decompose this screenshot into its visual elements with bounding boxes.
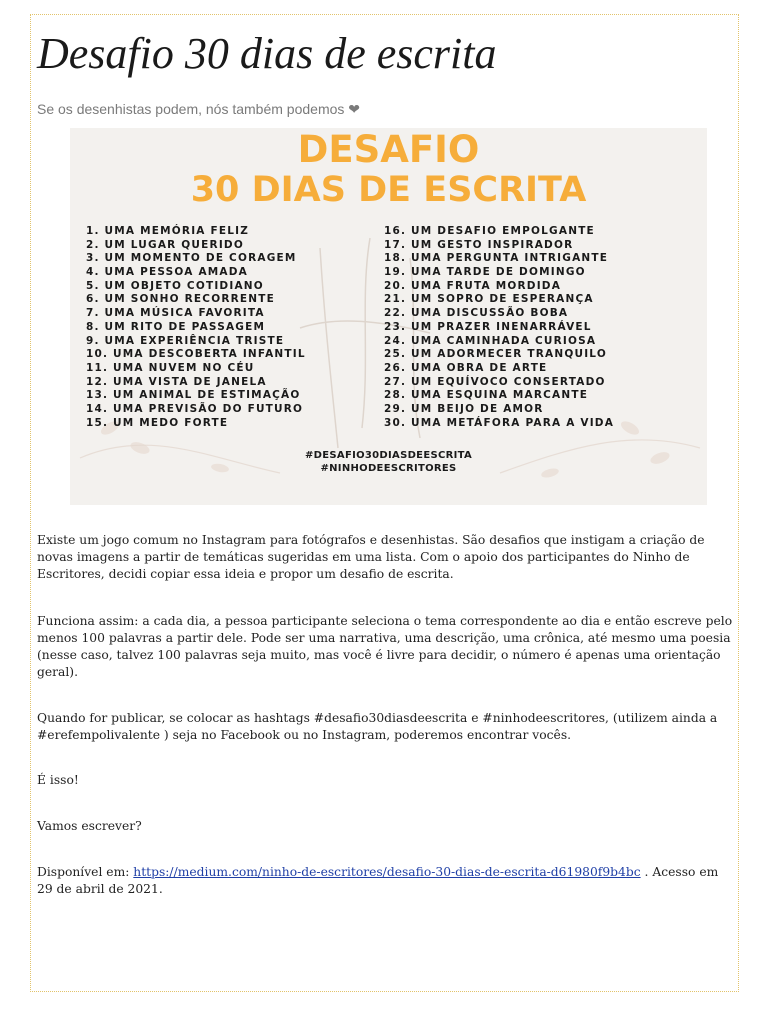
- challenge-item: 14. UMA PREVISÃO DO FUTURO: [86, 402, 304, 415]
- challenge-item: 6. UM SONHO RECORRENTE: [86, 293, 275, 306]
- paragraph-lets-write: Vamos escrever?: [37, 819, 142, 833]
- challenge-item: 19. UMA TARDE DE DOMINGO: [384, 266, 586, 279]
- challenge-item: 7. UMA MÚSICA FAVORITA: [86, 307, 265, 320]
- challenge-item: 2. UM LUGAR QUERIDO: [86, 238, 244, 251]
- challenge-item: 29. UM BEIJO DE AMOR: [384, 402, 544, 415]
- challenge-item: 10. UMA DESCOBERTA INFANTIL: [86, 348, 306, 361]
- challenge-item: 11. UMA NUVEM NO CÉU: [86, 361, 255, 374]
- challenge-item: 15. UM MEDO FORTE: [86, 416, 229, 429]
- challenge-list-left: [86, 225, 306, 430]
- challenge-item: 3. UM MOMENTO DE CORAGEM: [86, 252, 297, 265]
- challenge-poster: [70, 128, 707, 505]
- challenge-item: 24. UMA CAMINHADA CURIOSA: [384, 334, 597, 347]
- challenge-item: 18. UMA PERGUNTA INTRIGANTE: [384, 252, 609, 265]
- challenge-item: 4. UMA PESSOA AMADA: [86, 266, 248, 279]
- challenge-list-right: [384, 225, 614, 430]
- challenge-item: 21. UM SOPRO DE ESPERANÇA: [384, 293, 594, 306]
- paragraph-source: [37, 864, 737, 898]
- challenge-item: 13. UM ANIMAL DE ESTIMAÇÃO: [86, 389, 301, 402]
- source-prefix: Disponível em:: [37, 865, 134, 879]
- challenge-item: 20. UMA FRUTA MORDIDA: [384, 279, 562, 292]
- paragraph-rules: Funciona assim: a cada dia, a pessoa participante seleciona o tema correspondente ao dia e então escreve pelo menos 100 palavras a partir dele. Pode ser uma narrativa, uma descrição, uma crônica, até mesmo uma poesia (nesse caso, talvez 100 palavras seja muito, mas você é livre para decidir, o número é apenas uma orientação geral).: [37, 614, 733, 679]
- paragraph-thats-it: É isso!: [37, 773, 79, 787]
- challenge-item: 25. UM ADORMECER TRANQUILO: [384, 348, 607, 361]
- challenge-item: 1. UMA MEMÓRIA FELIZ: [86, 225, 250, 237]
- challenge-item: 27. UM EQUÍVOCO CONSERTADO: [384, 375, 606, 388]
- challenge-item: 12. UMA VISTA DE JANELA: [86, 375, 267, 388]
- challenge-item: 16. UM DESAFIO EMPOLGANTE: [384, 225, 595, 237]
- hashtag-ninho: #NINHODEESCRITORES: [320, 463, 457, 474]
- source-suffix: . Acesso em 29 de abril de 2021.: [37, 865, 719, 896]
- poster-heading-30-dias: 30 DIAS DE ESCRITA: [190, 170, 587, 210]
- challenge-item: 9. UMA EXPERIÊNCIA TRISTE: [86, 334, 285, 347]
- challenge-item: 23. UM PRAZER INENARRÁVEL: [384, 320, 592, 333]
- challenge-item: 26. UMA OBRA DE ARTE: [384, 361, 548, 374]
- challenge-item: 30. UMA METÁFORA PARA A VIDA: [384, 416, 615, 429]
- paragraph-intro: Existe um jogo comum no Instagram para fotógrafos e desenhistas. São desafios que instigam a criação de novas imagens a partir de temáticas sugeridas em uma lista. Com o apoio dos participantes do Ninho de Escritores, decidi copiar essa ideia e propor um desafio de escrita.: [37, 533, 705, 581]
- challenge-item: 22. UMA DISCUSSÃO BOBA: [384, 307, 569, 320]
- source-link[interactable]: https://medium.com/ninho-de-escritores/desafio-30-dias-de-escrita-d61980f9b4bc: [133, 865, 641, 879]
- paragraph-hashtags: Quando for publicar, se colocar as hashtags #desafio30diasdeescrita e #ninhodeescritores, (utilizem ainda a #erefempolivalente ) seja no Facebook ou no Instagram, poderemos encontrar vocês.: [37, 711, 718, 742]
- poster-heading-desafio: DESAFIO: [297, 128, 480, 171]
- hashtag-desafio: #DESAFIO30DIASDEESCRITA: [305, 450, 472, 461]
- challenge-item: 17. UM GESTO INSPIRADOR: [384, 238, 574, 251]
- challenge-item: 5. UM OBJETO COTIDIANO: [86, 279, 264, 292]
- challenge-item: 28. UMA ESQUINA MARCANTE: [384, 389, 589, 402]
- challenge-item: 8. UM RITO DE PASSAGEM: [86, 320, 266, 333]
- page-subtitle: Se os desenhistas podem, nós também podemos ❤: [37, 101, 361, 117]
- poster-hashtags: [70, 449, 707, 475]
- page-title: Desafio 30 dias de escrita: [37, 29, 497, 78]
